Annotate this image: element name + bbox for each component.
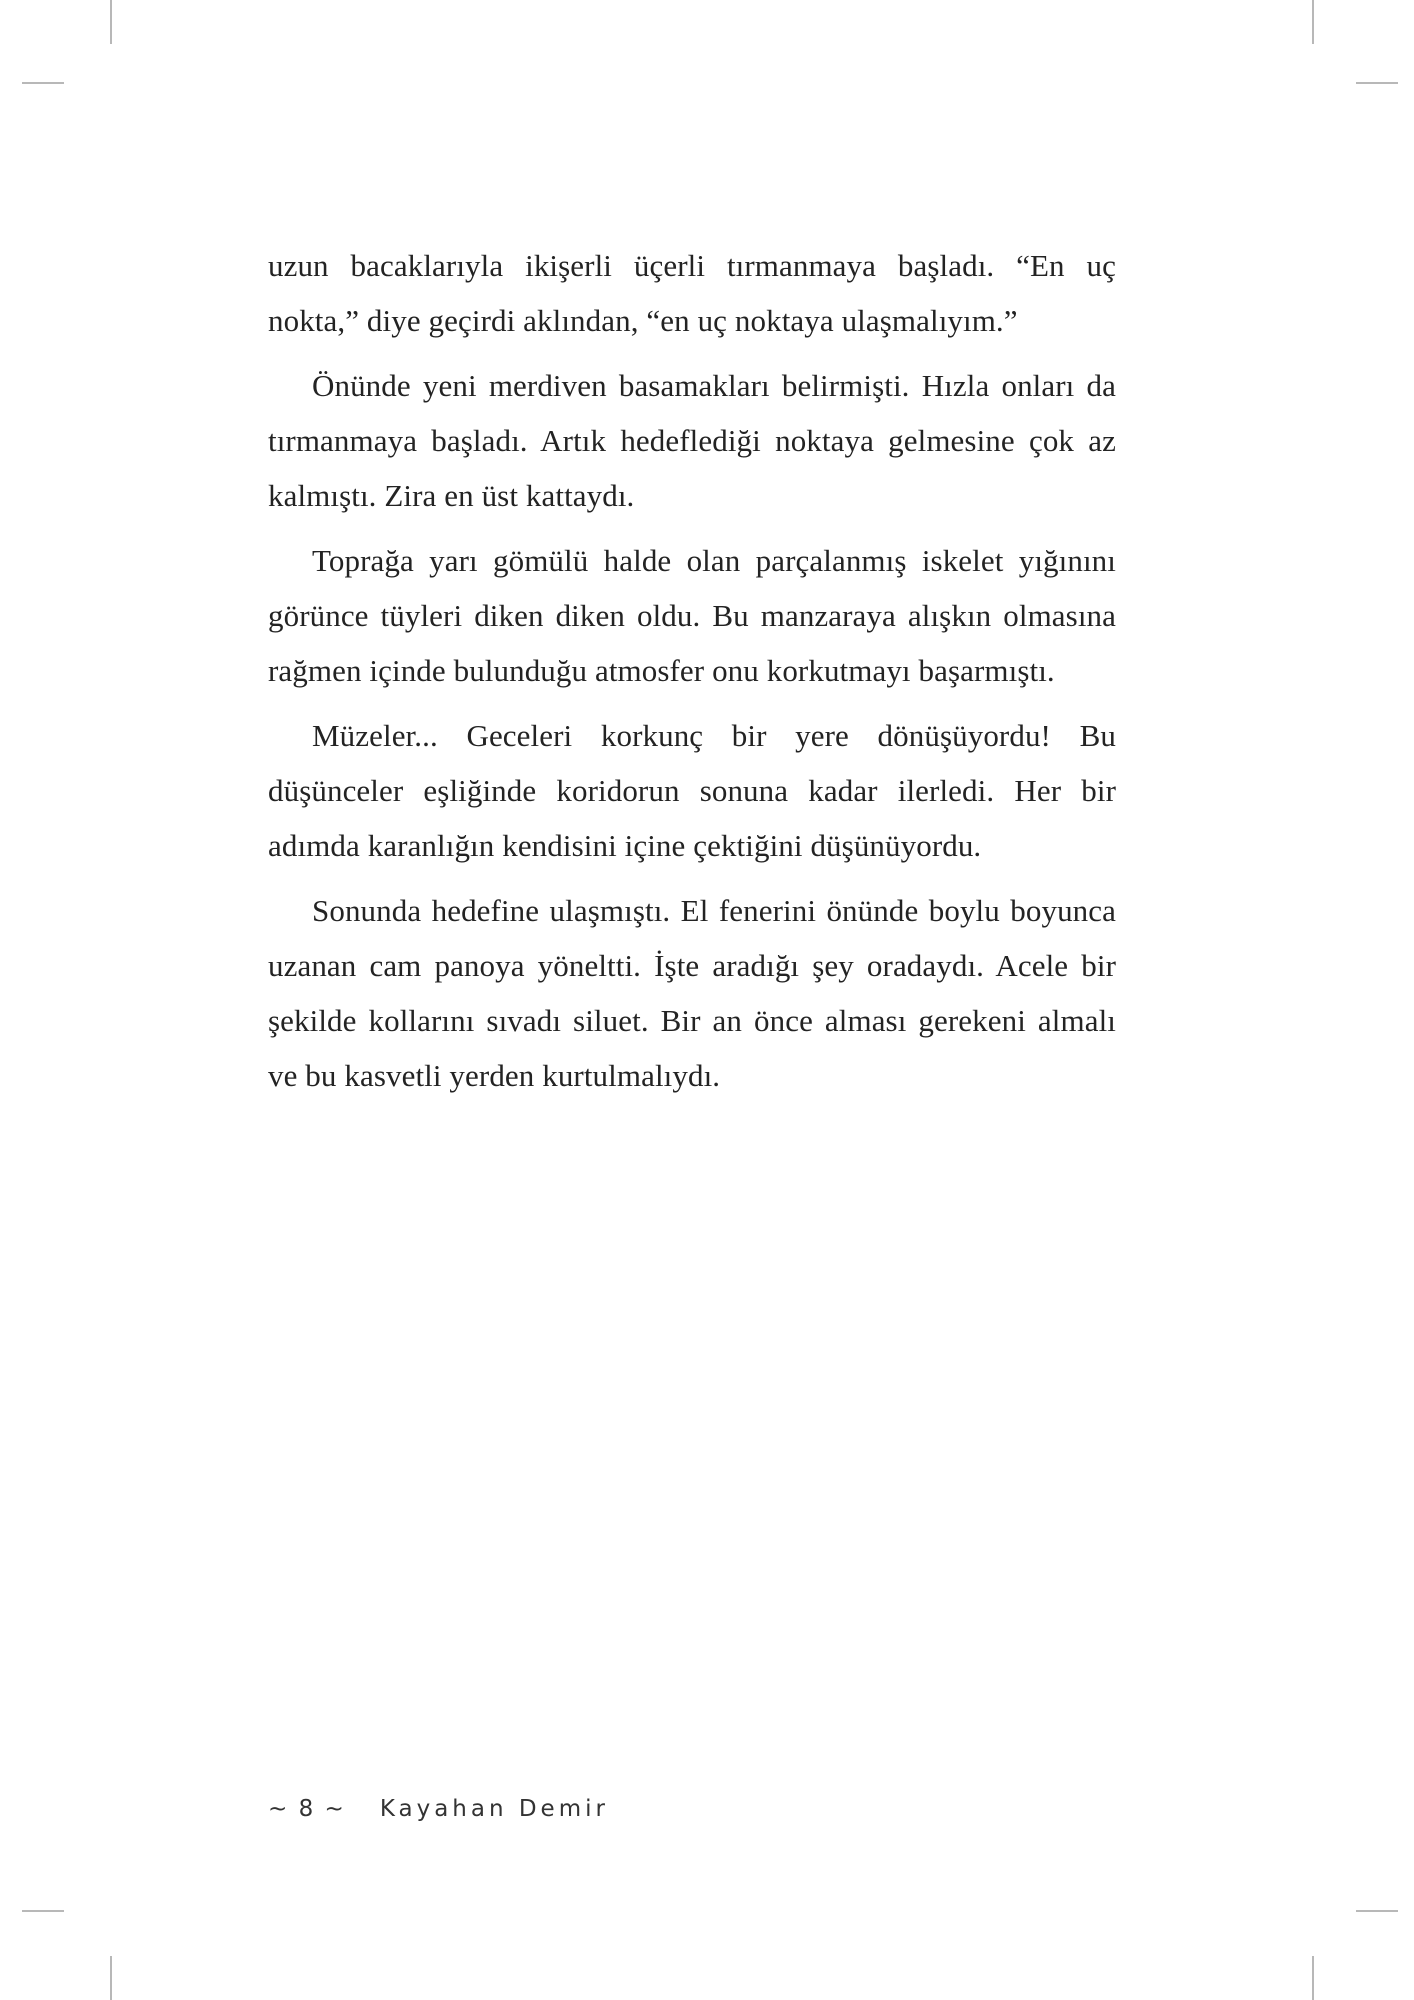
page-number: ~ 8 ~	[268, 1796, 346, 1822]
paragraph-3: Toprağa yarı gömülü halde olan parçalanmış iskelet yığınını görünce tüyleri diken diken oldu. Bu manzaraya alışkın olmasına rağmen içinde bulunduğu atmosfer onu korkutmayı başarmıştı.	[268, 543, 1116, 688]
page-body-text	[268, 238, 1116, 1113]
crop-mark-bottom-right	[1312, 1956, 1314, 2000]
paragraph-1: uzun bacaklarıyla ikişerli üçerli tırmanmaya başladı. “En uç nokta,” diye geçirdi aklından, “en uç noktaya ulaşmalıyım.”	[268, 248, 1116, 338]
crop-mark-right-bottom	[1356, 1910, 1398, 1912]
page-footer	[268, 1792, 609, 1826]
paragraph-4: Müzeler... Geceleri korkunç bir yere dönüşüyordu! Bu düşünceler eşliğinde koridorun sonuna kadar ilerledi. Her bir adımda karanlığın kendisini içine çektiğini düşünüyordu.	[268, 718, 1116, 863]
paragraph-5: Sonunda hedefine ulaşmıştı. El fenerini önünde boylu boyunca uzanan cam panoya yöneltti. İşte aradığı şey oradaydı. Acele bir şekilde kollarını sıvadı siluet. Bir an önce alması gerekeni almalı ve bu kasvetli yerden kurtulmalıydı.	[268, 893, 1116, 1093]
crop-mark-bottom-left	[110, 1956, 112, 2000]
author-name: Kayahan Demir	[379, 1796, 609, 1822]
crop-mark-left-bottom	[22, 1910, 64, 1912]
paragraph-2: Önünde yeni merdiven basamakları belirmişti. Hızla onları da tırmanmaya başladı. Artık hedeflediği noktaya gelmesine çok az kalmıştı. Zira en üst kattaydı.	[268, 368, 1116, 513]
crop-mark-right-top	[1356, 82, 1398, 84]
crop-mark-top-left	[110, 0, 112, 44]
crop-mark-top-right	[1312, 0, 1314, 44]
crop-mark-left-top	[22, 82, 64, 84]
